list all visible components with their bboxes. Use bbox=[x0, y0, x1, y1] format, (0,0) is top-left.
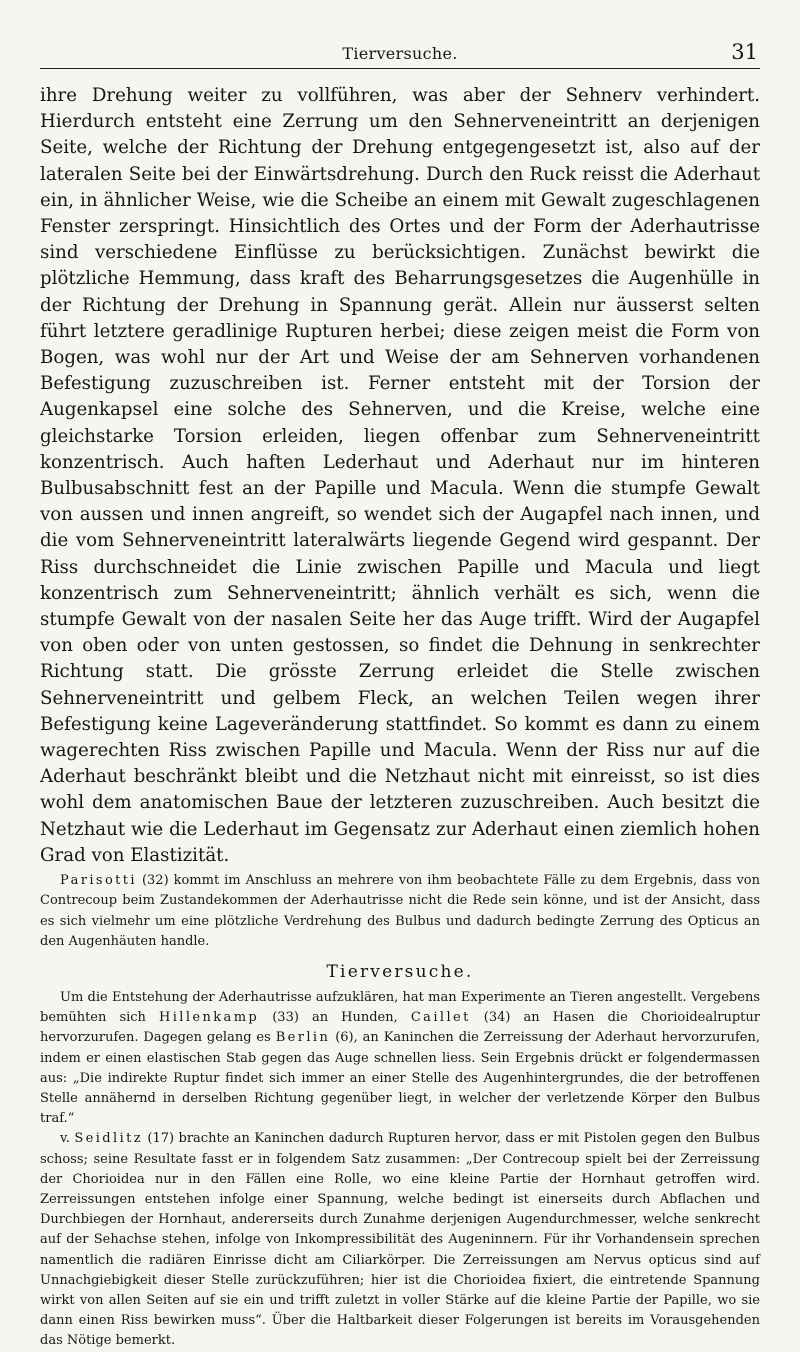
parisotti-note bbox=[40, 871, 760, 952]
page-number: 31 bbox=[731, 40, 758, 64]
animal-text-2: (33) an Hunden, bbox=[259, 1010, 411, 1026]
main-body-text bbox=[40, 83, 760, 869]
animal-text-4: (6), an Kaninchen die Zerreissung der Aderhaut hervorzurufen, indem er einen elastischen Stab gegen das Auge schnellen liess. Sein Ergebnis drückt er folgendermassen aus: „Die indirekte Ruptur findet sich immer an einer Stelle des Augenhintergrundes, die der betroffenen Stelle annähernd in derselben Richtung gegenüber liegt, in welcher der verletzende Körper den Bulbus traf.“ bbox=[40, 1030, 761, 1127]
seidlitz-text-1: v. bbox=[60, 1131, 75, 1147]
author-caillet: Caillet bbox=[410, 1010, 471, 1026]
author-berlin: Berlin bbox=[275, 1030, 331, 1046]
parisotti-text: (32) kommt im Anschluss an mehrere von ihm beobachtete Fälle zu dem Ergebnis, dass von Contrecoup beim Zustandekommen der Aderhautrisse nicht die Rede sein könne, und ist der Ansicht, dass es sich vielmehr um eine plötzliche Verdrehung des Bulbus und dadurch bedingte Zerrung des Opticus an den Augenhäuten handle. bbox=[40, 873, 760, 949]
animal-text-1: Um die Entstehung der Aderhautrisse aufzuklären, hat man Experimente an Tieren angestellt. Vergebens bemühten sich bbox=[40, 989, 760, 1026]
author-parisotti: Parisotti bbox=[60, 873, 137, 889]
author-seidlitz: Seidlitz bbox=[74, 1131, 144, 1147]
author-hillenkamp: Hillenkamp bbox=[159, 1010, 260, 1026]
main-paragraph: ihre Drehung weiter zu vollführen, was aber der Sehnerv verhindert. Hierdurch entsteht eine Zerrung um den Sehnerveneintritt an derjenigen Seite, welche der Richtung der Drehung entgegengesetzt ist, also auf der lateralen Seite bei der Einwärtsdrehung. Durch den Ruck reisst die Aderhaut ein, in ähnlicher Weise, wie die Scheibe an einem mit Gewalt zugeschlagenen Fenster zerspringt. Hinsichtlich des Ortes und der Form der Aderhautrisse sind verschiedene Einflüsse zu berücksichtigen. Zunächst bewirkt die plötzliche Hemmung, dass kraft des Beharrungsgesetzes die Augenhülle in der Richtung der Drehung in Spannung gerät. Allein nur äusserst selten führt letztere geradlinige Rupturen herbei; diese zeigen meist die Form von Bogen, was wohl nur der Art und Weise der am Sehnerven vorhandenen Befestigung zuzuschreiben ist. Ferner entsteht mit der Torsion der Augenkapsel eine solche des Sehnerven, und die Kreise, welche eine gleichstarke Torsion erleiden, liegen offenbar zum Sehnerveneintritt konzentrisch. Auch haften Lederhaut und Aderhaut nur im hinteren Bulbusabschnitt fest an der Papille und Macula. Wenn die stumpfe Gewalt von aussen und innen angreift, so wendet sich der Augapfel nach innen, und die vom Sehnerveneintritt lateralwärts liegende Gegend wird gespannt. Der Riss durchschneidet die Linie zwischen Papille und Macula und liegt konzentrisch zum Sehnerveneintritt; ähnlich verhält es sich, wenn die stumpfe Gewalt von der nasalen Seite her das Auge trifft. Wird der Augapfel von oben oder von unten gestossen, so findet die Dehnung in senkrechter Richtung statt. Die grösste Zerrung erleidet die Stelle zwischen Sehnerveneintritt und gelbem Fleck, an welchen Teilen wegen ihrer Befestigung keine Lageveränderung stattfindet. So kommt es dann zu einem wagerechten Riss zwischen Papille und Macula. Wenn der Riss nur auf die Aderhaut beschränkt bleibt und die Netzhaut nicht mit einreisst, so ist dies wohl dem anatomischen Baue der letzteren zuzuschreiben. Auch besitzt die Netzhaut wie die Lederhaut im Gegensatz zur Aderhaut einen ziemlich hohen Grad von Elastizität. bbox=[40, 85, 760, 866]
running-head bbox=[40, 40, 760, 69]
book-page bbox=[40, 40, 761, 1352]
section-heading: Tierversuche. bbox=[326, 961, 474, 982]
animal-text-3: (34) an Hasen die Chorioidealruptur hervorzurufen. Dagegen gelang es bbox=[40, 1010, 760, 1046]
seidlitz-text-2: (17) brachte an Kaninchen dadurch Rupturen hervor, dass er mit Pistolen gegen den Bulbus schoss; seine Resultate fasst er in folgendem Satz zusammen: „Der Contrecoup spielt bei der Zerreissung der Chorioidea nur in den Fällen eine Rolle, wo eine kleine Partie der Hornhaut getroffen wird. Zerreissungen entstehen infolge einer Spannung, welche bedingt ist einerseits durch Abflachen und Durchbiegen der Hornhaut, andererseits durch Zunahme derjenigen Augendurchmesser, welche senkrecht auf der Sehachse stehen, infolge von Inkompressibilität des Augeninnern. Für ihr Vorhandensein sprechen namentlich die radiären Einrisse dicht am Ciliarkörper. Die Zerreissungen am Nervus opticus sind auf Unnachgiebigkeit dieser Stelle zurückzuführen; hier ist die Chorioidea fixiert, die eintretende Spannung wirkt von allen Seiten auf sie ein und trifft zuletzt in voller Stärke auf die kleine Partie der Papille, wo sie dann einen Riss bewirken muss“. Über die Haltbarkeit dieser Folgerungen ist bereits im Vorausgehenden das Nötige bemerkt. bbox=[40, 1131, 760, 1349]
parisotti-paragraph bbox=[40, 871, 760, 952]
running-title: Tierversuche. bbox=[342, 44, 458, 63]
seidlitz-paragraph bbox=[40, 1129, 760, 1351]
animal-experiments-paragraph bbox=[40, 988, 760, 1129]
animal-experiments-section bbox=[40, 988, 760, 1352]
